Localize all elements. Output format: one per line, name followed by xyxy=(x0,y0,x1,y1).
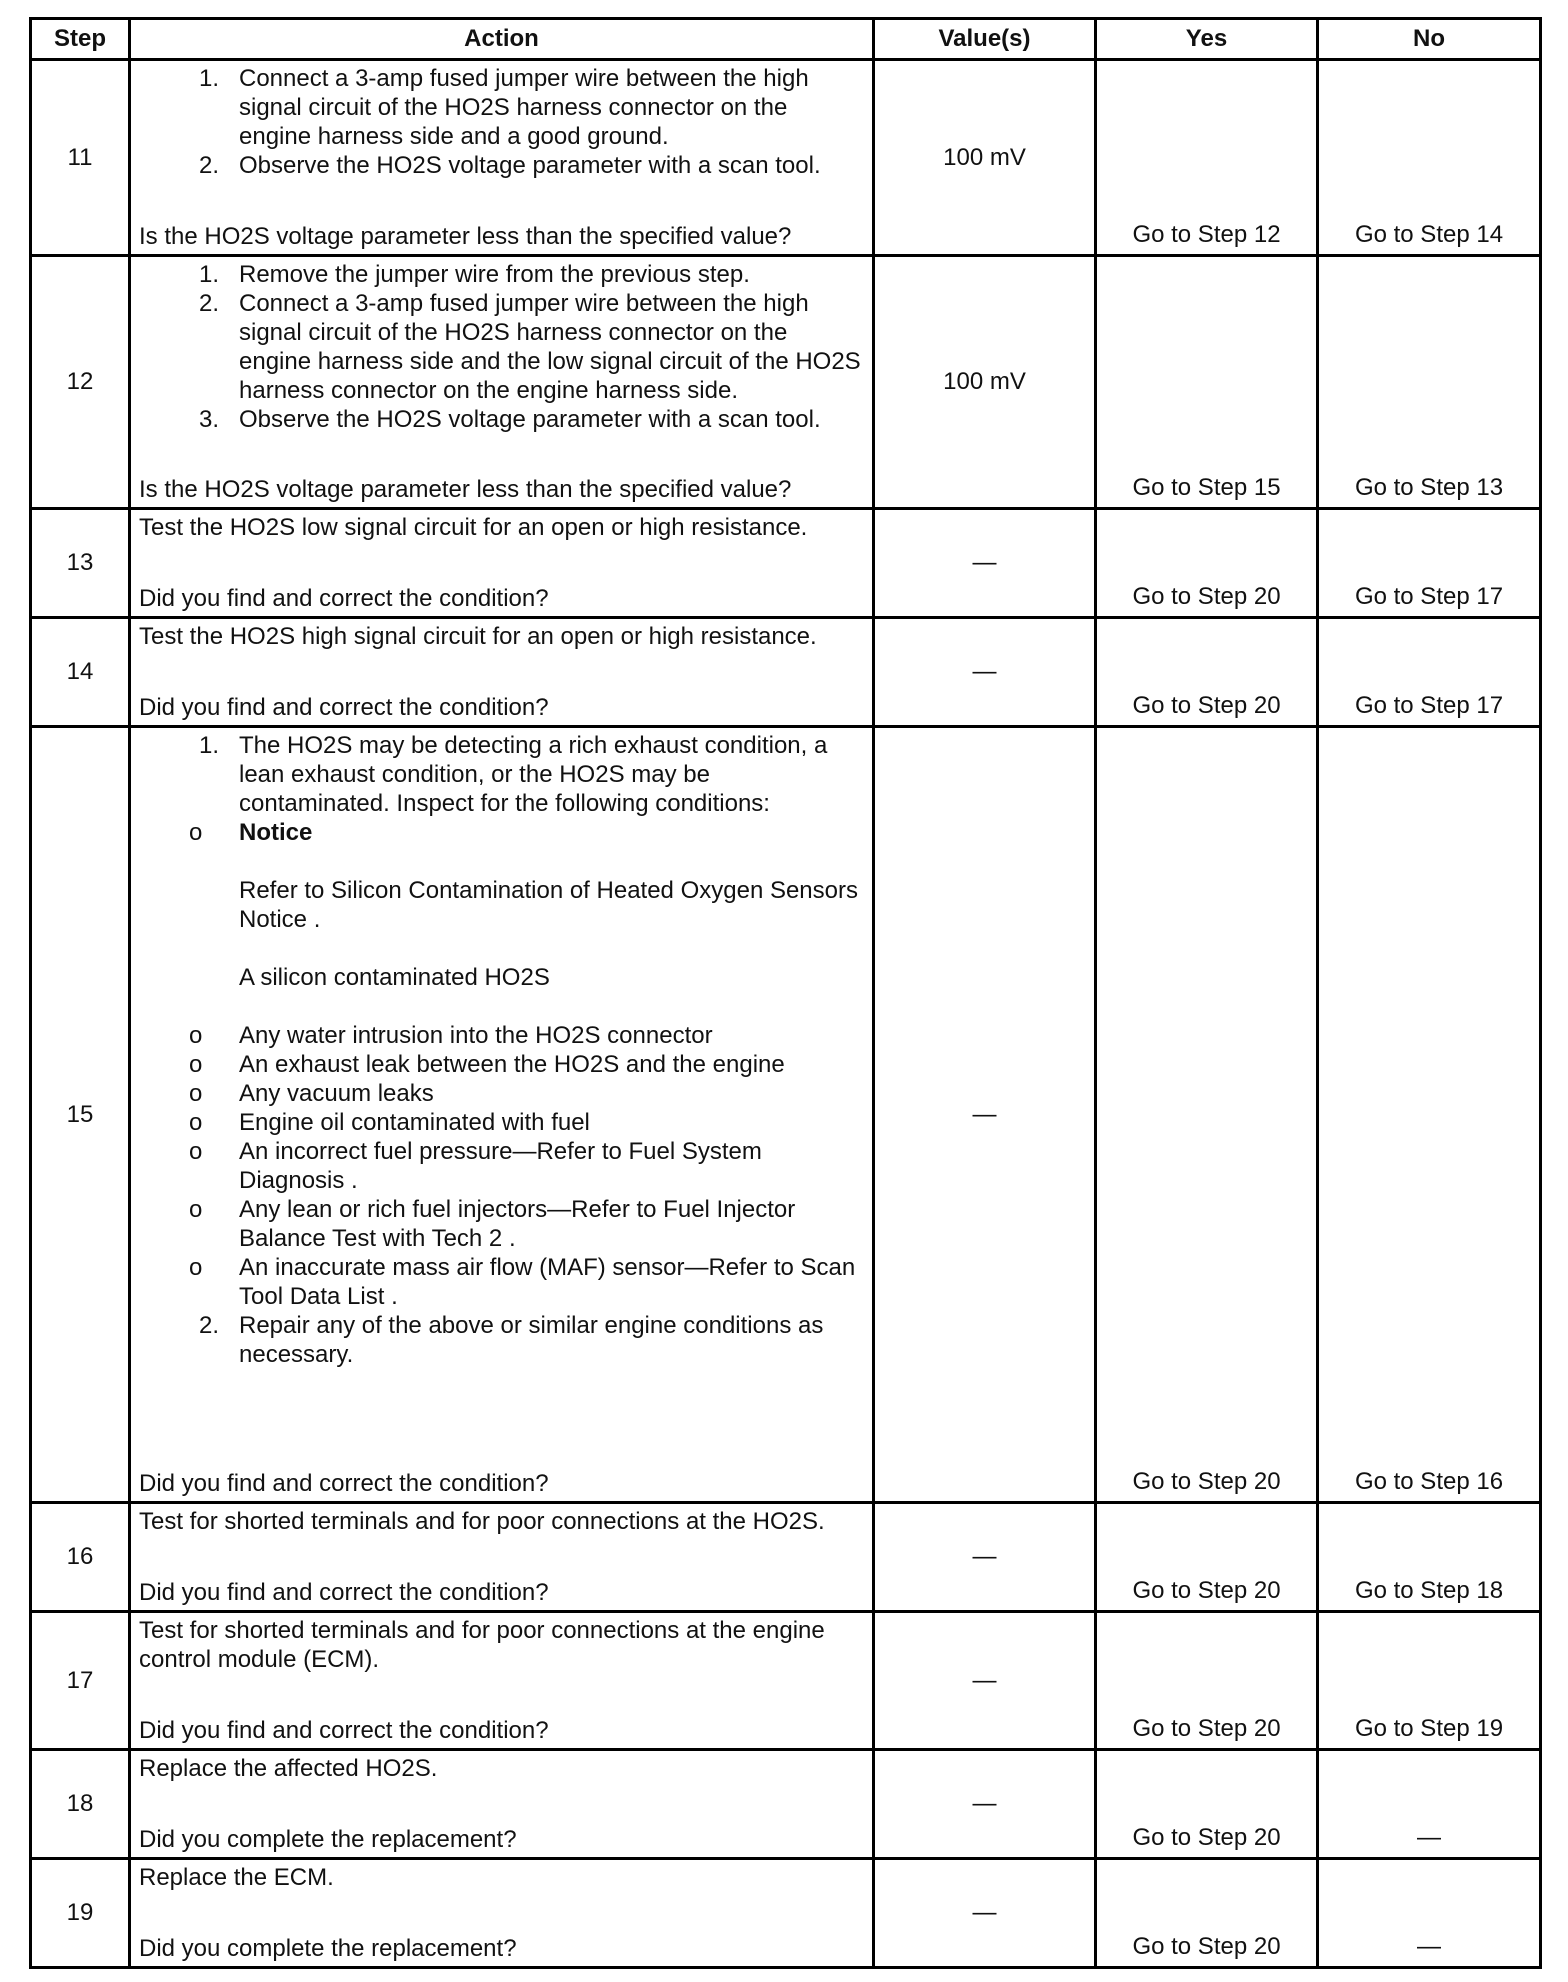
list-item xyxy=(139,1311,864,1369)
bullet-icon: o xyxy=(189,1254,203,1281)
table-row xyxy=(31,1503,1541,1612)
list-item xyxy=(139,260,864,289)
action-cell xyxy=(130,60,874,256)
sub-item-text: Any vacuum leaks xyxy=(239,1080,434,1107)
action-cell xyxy=(130,509,874,618)
action-cell xyxy=(130,1503,874,1612)
table-row xyxy=(31,256,1541,509)
value-cell: — xyxy=(874,1503,1096,1612)
item-number: 2. xyxy=(198,152,219,179)
table-row xyxy=(31,60,1541,256)
no-cell: — xyxy=(1318,1859,1541,1968)
question-text: Did you complete the replacement? xyxy=(139,1826,517,1853)
sub-item-text: Any water intrusion into the HO2S connector xyxy=(239,1022,713,1049)
bullet-icon: o xyxy=(189,819,203,846)
question-text: Did you find and correct the condition? xyxy=(139,694,549,721)
action-text: Test for shorted terminals and for poor connections at the engine control module (ECM). xyxy=(139,1617,825,1673)
sub-item-text: Any lean or rich fuel injectors—Refer to Fuel Injector Balance Test with Tech 2 . xyxy=(239,1196,796,1252)
question-text: Did you complete the replacement? xyxy=(139,1935,517,1962)
no-cell: Go to Step 14 xyxy=(1318,60,1541,256)
question-text: Did you find and correct the condition? xyxy=(139,1579,549,1606)
notice-item: A silicon contaminated HO2S xyxy=(239,964,550,991)
item-text: Observe the HO2S voltage parameter with a scan tool. xyxy=(239,406,821,433)
item-text: Repair any of the above or similar engine conditions as necessary. xyxy=(239,1312,824,1368)
item-number: 2. xyxy=(198,290,219,317)
item-text: Connect a 3-amp fused jumper wire between the high signal circuit of the HO2S harness connector on the engine harness side and the low signal circuit of the HO2S harness connector on the engine harness side. xyxy=(239,290,861,404)
table-row xyxy=(31,1750,1541,1859)
action-cell xyxy=(130,256,874,509)
question-text: Is the HO2S voltage parameter less than the specified value? xyxy=(139,476,792,503)
bullet-icon: o xyxy=(189,1022,203,1049)
table-row xyxy=(31,618,1541,727)
no-cell: Go to Step 13 xyxy=(1318,256,1541,509)
list-item xyxy=(139,289,864,405)
step-number: 11 xyxy=(31,60,130,256)
sub-item-text: An inaccurate mass air flow (MAF) sensor—Refer to Scan Tool Data List . xyxy=(239,1254,856,1310)
yes-cell: Go to Step 20 xyxy=(1096,1859,1318,1968)
yes-cell: Go to Step 20 xyxy=(1096,1750,1318,1859)
item-text: Connect a 3-amp fused jumper wire between the high signal circuit of the HO2S harness connector on the engine harness side and a good ground. xyxy=(239,65,809,150)
no-cell: Go to Step 17 xyxy=(1318,618,1541,727)
table-row xyxy=(31,1612,1541,1750)
no-cell: — xyxy=(1318,1750,1541,1859)
bullet-icon: o xyxy=(189,1080,203,1107)
question-text: Did you find and correct the condition? xyxy=(139,585,549,612)
step-number: 18 xyxy=(31,1750,130,1859)
header-no: No xyxy=(1318,19,1541,60)
value-cell: — xyxy=(874,1859,1096,1968)
table-row xyxy=(31,727,1541,1503)
action-cell xyxy=(130,1612,874,1750)
list-item xyxy=(139,64,864,151)
value-cell: — xyxy=(874,1750,1096,1859)
sub-item xyxy=(139,1137,864,1195)
bullet-icon: o xyxy=(189,1196,203,1223)
item-text: The HO2S may be detecting a rich exhaust condition, a lean exhaust condition, or the HO2S may be contaminated. Inspect for the following conditions: xyxy=(239,732,828,817)
action-cell xyxy=(130,618,874,727)
step-number: 16 xyxy=(31,1503,130,1612)
value-cell: — xyxy=(874,727,1096,1503)
step-number: 13 xyxy=(31,509,130,618)
step-number: 19 xyxy=(31,1859,130,1968)
question-text: Did you find and correct the condition? xyxy=(139,1470,549,1497)
notice-title: Notice xyxy=(239,819,313,846)
yes-cell: Go to Step 20 xyxy=(1096,509,1318,618)
action-cell xyxy=(130,1750,874,1859)
header-action: Action xyxy=(130,19,874,60)
action-text: Test for shorted terminals and for poor connections at the HO2S. xyxy=(139,1508,825,1535)
action-text: Test the HO2S high signal circuit for an open or high resistance. xyxy=(139,623,817,650)
list-item xyxy=(139,731,864,1311)
yes-cell: Go to Step 12 xyxy=(1096,60,1318,256)
no-cell: Go to Step 19 xyxy=(1318,1612,1541,1750)
table-row xyxy=(31,509,1541,618)
header-step: Step xyxy=(31,19,130,60)
action-cell xyxy=(130,1859,874,1968)
yes-cell: Go to Step 20 xyxy=(1096,618,1318,727)
question-text: Did you find and correct the condition? xyxy=(139,1717,549,1744)
sub-item xyxy=(139,1050,864,1079)
value-cell: 100 mV xyxy=(874,60,1096,256)
action-text: Test the HO2S low signal circuit for an open or high resistance. xyxy=(139,514,808,541)
action-cell xyxy=(130,727,874,1503)
item-number: 3. xyxy=(198,406,219,433)
diagnostic-table xyxy=(29,17,1542,1969)
sub-item xyxy=(139,1195,864,1253)
item-number: 1. xyxy=(198,732,219,759)
item-text: Observe the HO2S voltage parameter with a scan tool. xyxy=(239,152,821,179)
question-text: Is the HO2S voltage parameter less than the specified value? xyxy=(139,223,792,250)
action-text: Replace the ECM. xyxy=(139,1864,334,1891)
header-yes: Yes xyxy=(1096,19,1318,60)
bullet-icon: o xyxy=(189,1051,203,1078)
sub-item-notice xyxy=(139,818,864,1021)
sub-item-text: Engine oil contaminated with fuel xyxy=(239,1109,590,1136)
item-number: 1. xyxy=(198,65,219,92)
item-text: Remove the jumper wire from the previous step. xyxy=(239,261,750,288)
bullet-icon: o xyxy=(189,1109,203,1136)
value-cell: — xyxy=(874,509,1096,618)
sub-item xyxy=(139,1021,864,1050)
sub-item xyxy=(139,1108,864,1137)
value-cell: — xyxy=(874,1612,1096,1750)
list-item xyxy=(139,151,864,180)
value-cell: — xyxy=(874,618,1096,727)
no-cell: Go to Step 17 xyxy=(1318,509,1541,618)
item-number: 1. xyxy=(198,261,219,288)
step-number: 12 xyxy=(31,256,130,509)
sub-item xyxy=(139,1079,864,1108)
sub-item-text: An incorrect fuel pressure—Refer to Fuel System Diagnosis . xyxy=(239,1138,762,1194)
step-number: 15 xyxy=(31,727,130,1503)
notice-reference: Refer to Silicon Contamination of Heated Oxygen Sensors Notice . xyxy=(239,877,858,933)
step-number: 14 xyxy=(31,618,130,727)
yes-cell: Go to Step 15 xyxy=(1096,256,1318,509)
value-cell: 100 mV xyxy=(874,256,1096,509)
sub-item-text: An exhaust leak between the HO2S and the engine xyxy=(239,1051,785,1078)
no-cell: Go to Step 18 xyxy=(1318,1503,1541,1612)
yes-cell: Go to Step 20 xyxy=(1096,1503,1318,1612)
no-cell: Go to Step 16 xyxy=(1318,727,1541,1503)
sub-item xyxy=(139,1253,864,1311)
bullet-icon: o xyxy=(189,1138,203,1165)
header-values: Value(s) xyxy=(874,19,1096,60)
table-row xyxy=(31,1859,1541,1968)
header-row xyxy=(31,19,1541,60)
list-item xyxy=(139,405,864,434)
step-number: 17 xyxy=(31,1612,130,1750)
yes-cell: Go to Step 20 xyxy=(1096,1612,1318,1750)
action-text: Replace the affected HO2S. xyxy=(139,1755,438,1782)
yes-cell: Go to Step 20 xyxy=(1096,727,1318,1503)
item-number: 2. xyxy=(198,1312,219,1339)
